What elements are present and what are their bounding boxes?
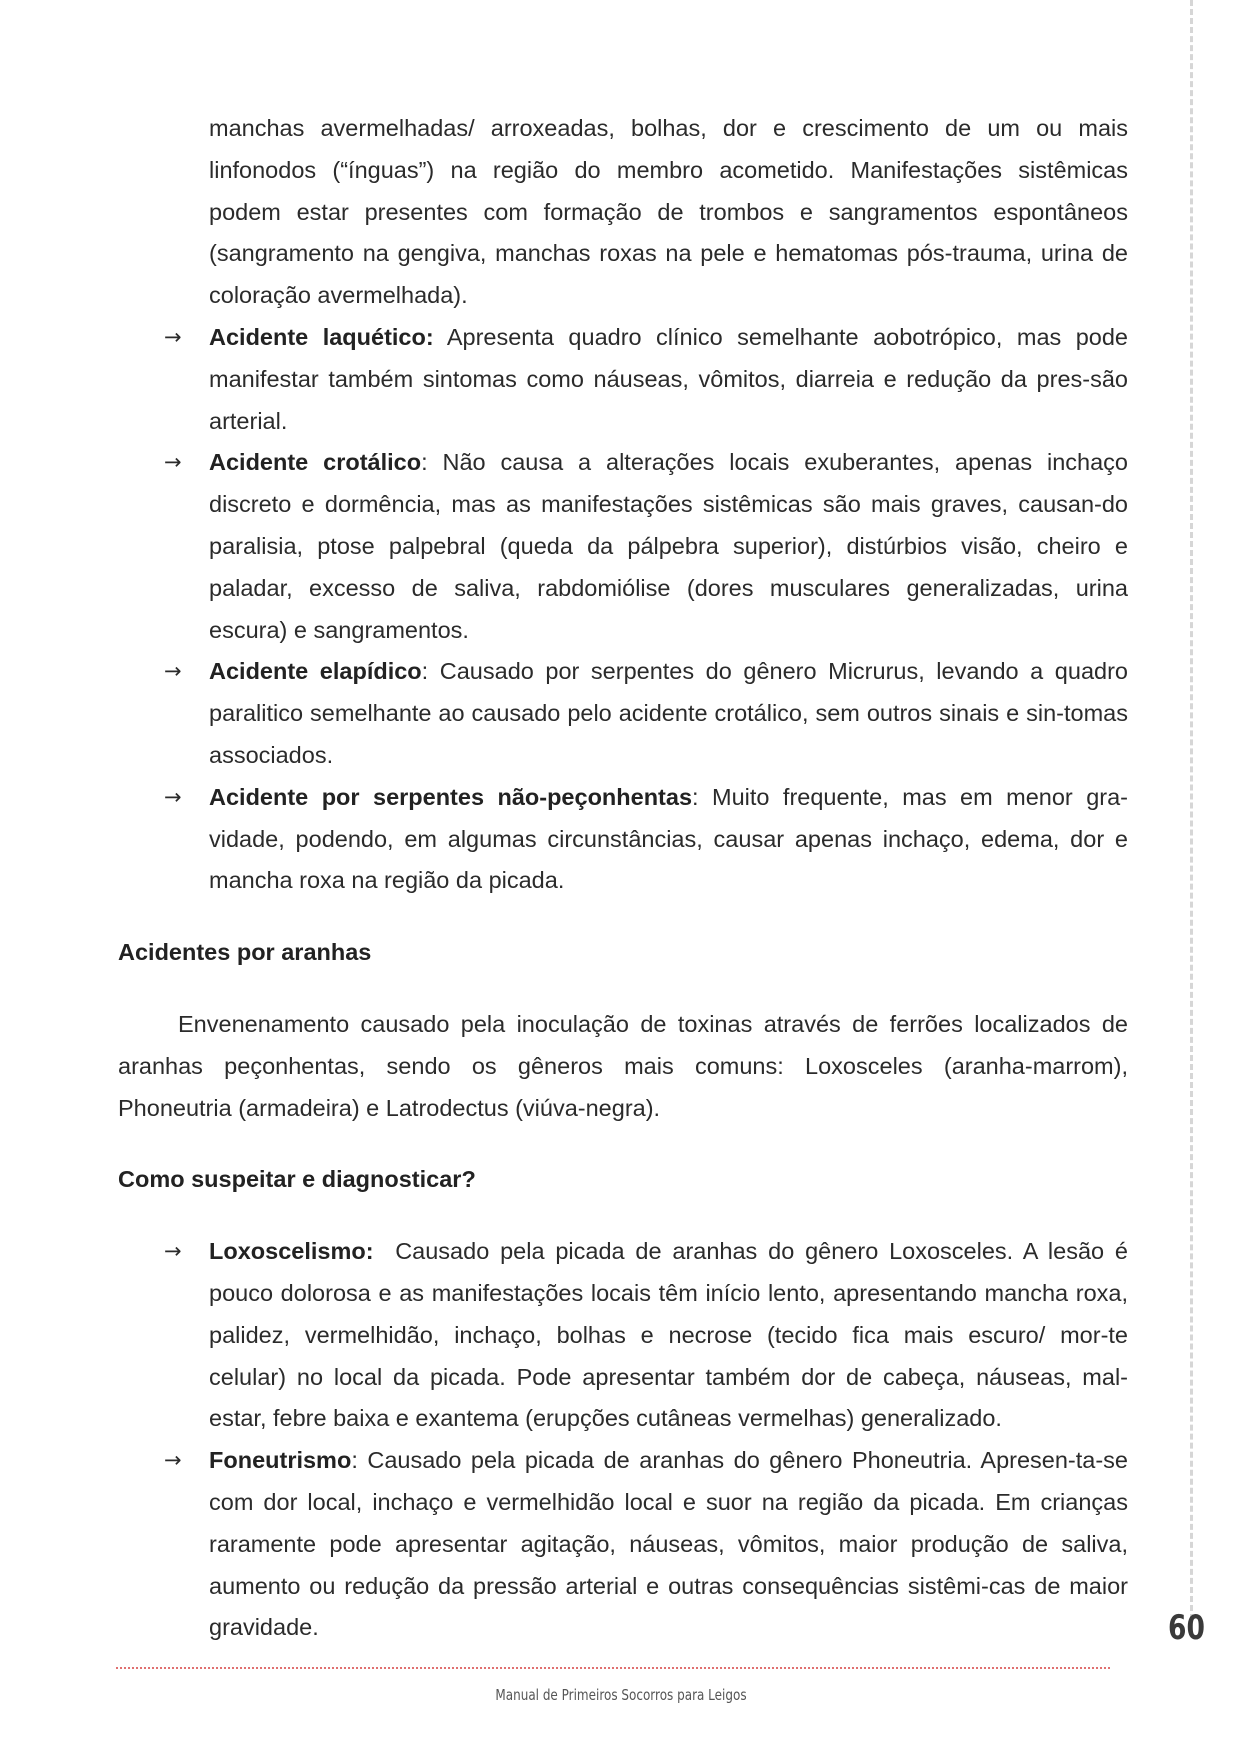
footer-divider bbox=[116, 1667, 1110, 1669]
list-item-text: Apresenta quadro clínico semelhante aobotrópico, mas pode manifestar também sintomas como náuseas, vômitos, diarreia e redução da pres-são arterial. bbox=[209, 323, 1128, 434]
page-edge-dashed-line bbox=[1190, 0, 1193, 1620]
page-content bbox=[118, 108, 1135, 1649]
list-item-term: Foneutrismo bbox=[209, 1447, 352, 1474]
list-item-term: Acidente laquético: bbox=[209, 323, 434, 350]
list-item-term: Acidente por serpentes não-peçonhentas bbox=[209, 783, 693, 810]
snake-accident-list bbox=[118, 317, 1128, 902]
list-item bbox=[118, 317, 1128, 442]
list-item-text: : Não causa a alterações locais exuberantes, apenas inchaço discreto e dormência, mas as manifestações sistêmicas são mais graves, causan-do paralisia, ptose palpebral (queda da pálpebra superior), distúrbios visão, cheiro e paladar, excesso de saliva, rabdomiólise (dores musculares generalizadas, urina escura) e sangramentos. bbox=[209, 449, 1128, 643]
arrow-right-icon: → bbox=[164, 1448, 182, 1473]
arrow-right-icon: → bbox=[164, 450, 182, 475]
list-item-term: Acidente crotálico bbox=[209, 449, 422, 476]
list-item-text: : Causado por serpentes do gênero Micrurus, levando a quadro paralitico semelhante ao causado pelo acidente crotálico, sem outros sinais e sin-tomas associados. bbox=[209, 658, 1128, 768]
spider-accident-list bbox=[118, 1231, 1135, 1649]
list-item bbox=[118, 777, 1128, 902]
arrow-right-icon: → bbox=[164, 659, 182, 684]
footer-title: Manual de Primeiros Socorros para Leigos bbox=[494, 1686, 747, 1704]
section-heading-spiders: Acidentes por aranhas bbox=[118, 939, 372, 966]
list-item-text: : Muito frequente, mas em menor gra-vidade, podendo, em algumas circunstâncias, causar apenas inchaço, edema, dor e mancha roxa na região da picada. bbox=[209, 783, 1128, 894]
list-item-text: Causado pela picada de aranhas do gênero Loxosceles. A lesão é pouco dolorosa e as manifestações locais têm início lento, apresentando mancha roxa, palidez, vermelhidão, inchaço, bolhas e necrose (tecido fica mais escuro/ mor-te celular) no local da picada. Pode apresentar também dor de cabeça, náuseas, mal-estar, febre baixa e exantema (erupções cutâneas vermelhas) generalizado. bbox=[209, 1238, 1135, 1432]
section-heading-diagnose: Como suspeitar e diagnosticar? bbox=[118, 1166, 476, 1193]
arrow-right-icon: → bbox=[164, 324, 182, 349]
page-number: 60 bbox=[1168, 1608, 1205, 1648]
list-item bbox=[118, 442, 1128, 651]
list-item bbox=[118, 1231, 1135, 1440]
arrow-right-icon: → bbox=[164, 1239, 182, 1264]
arrow-right-icon: → bbox=[164, 784, 182, 809]
continued-paragraph bbox=[209, 108, 1128, 317]
footer bbox=[0, 1686, 1241, 1704]
list-item-term: Loxoscelismo: bbox=[209, 1238, 374, 1265]
spiders-paragraph bbox=[118, 1004, 1128, 1129]
list-item-term: Acidente elapídico bbox=[209, 658, 422, 685]
list-item-text: : Causado pela picada de aranhas do gênero Phoneutria. Apresen-ta-se com dor local, inchaço e vermelhidão local e suor na região da picada. Em crianças raramente pode apresentar agitação, náuseas, vômitos, maior produção de saliva, aumento ou redução da pressão arterial e outras consequências sistêmi-cas de maior gravidade. bbox=[209, 1447, 1128, 1641]
list-item bbox=[118, 1440, 1128, 1649]
list-item bbox=[118, 651, 1128, 776]
spiders-paragraph-text: Envenenamento causado pela inoculação de toxinas através de ferrões localizados de aranhas peçonhentas, sendo os gêneros mais comuns: Loxosceles (aranha-marrom), Phoneutria (armadeira) e Latrodectus (viúva-negra). bbox=[118, 1010, 1128, 1121]
continued-paragraph-text: manchas avermelhadas/ arroxeadas, bolhas, dor e crescimento de um ou mais linfonodos (“ínguas”) na região do membro acometido. Manifestações sistêmicas podem estar presentes com formação de trombos e sangramentos espontâneos (sangramento na gengiva, manchas roxas na pele e hematomas pós-trauma, urina de coloração avermelhada). bbox=[209, 115, 1128, 309]
